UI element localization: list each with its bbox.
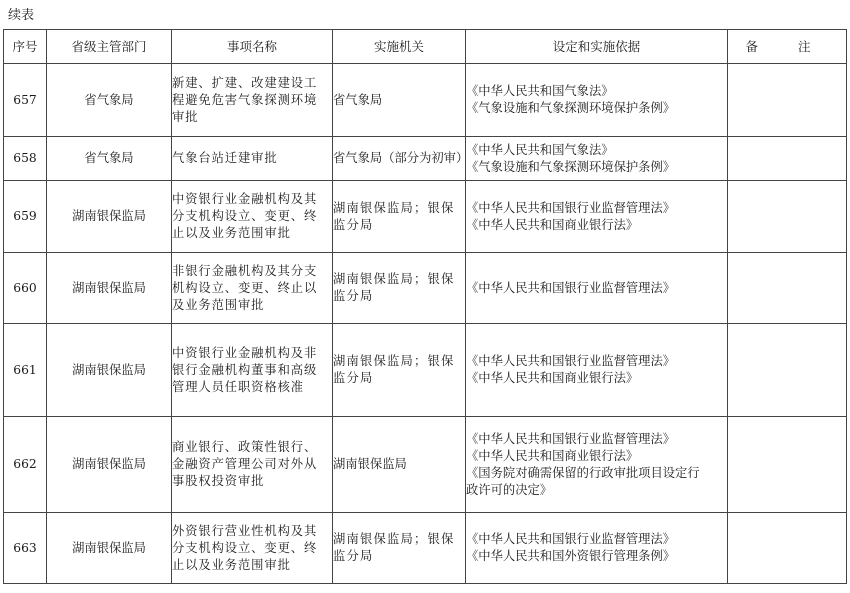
matter-cell-line: 程避免危害气象探测环境: [172, 92, 318, 107]
remarks-cell: [728, 64, 847, 137]
table-caption: 续表: [8, 8, 35, 23]
matter-cell: [172, 513, 333, 584]
agency-cell: [333, 417, 466, 513]
table-row: [4, 513, 847, 584]
agency-cell-line: 省气象局: [333, 92, 383, 107]
remarks-cell: [728, 181, 847, 253]
matter-cell-line: 外资银行营业性机构及其: [172, 523, 318, 538]
seq-cell: 661: [4, 324, 47, 417]
dept-cell: 湖南银保监局: [47, 324, 172, 417]
matter-cell-line: 中资银行业金融机构及非: [172, 345, 318, 360]
matter-cell-line: 中资银行业金融机构及其: [172, 192, 318, 206]
matter-cell: [172, 417, 333, 513]
matter-cell: [172, 181, 333, 253]
matter-cell-line: 管理人员任职资格核准: [172, 379, 304, 394]
header-agency: 实施机关: [333, 30, 466, 64]
basis-cell-line: 《中华人民共和国气象法》: [466, 84, 614, 98]
seq-cell: 662: [4, 417, 47, 513]
table-row: [4, 417, 847, 513]
basis-cell-line: 《中华人民共和国外资银行管理条例》: [466, 549, 676, 563]
dept-cell: 湖南银保监局: [47, 513, 172, 584]
basis-cell-line: 《国务院对确需保留的行政审批项目设定行: [466, 465, 700, 480]
matter-cell-line: 分支机构设立、变更、终: [172, 209, 318, 223]
matter-cell-line: 金融资产管理公司对外从: [172, 457, 318, 471]
table-row: [4, 137, 847, 181]
basis-cell-line: 《中华人民共和国银行业监督管理法》: [466, 200, 676, 215]
basis-cell-line: 《中华人民共和国银行业监督管理法》: [466, 280, 676, 295]
basis-cell: [466, 513, 728, 584]
agency-cell: [333, 64, 466, 137]
seq-cell: 659: [4, 181, 47, 253]
agency-cell: [333, 513, 466, 584]
table-row: [4, 253, 847, 324]
agency-cell: [333, 253, 466, 324]
basis-cell-line: 《中华人民共和国银行业监督管理法》: [466, 532, 676, 546]
remarks-cell: [728, 417, 847, 513]
matter-cell-line: 止以及业务范围审批: [172, 226, 291, 240]
basis-cell-line: 《气象设施和气象探测环境保护条例》: [466, 101, 676, 115]
seq-cell: 658: [4, 137, 47, 181]
agency-cell-line: 湖南银保监局；银保: [333, 532, 455, 546]
matter-cell: [172, 137, 333, 181]
agency-cell-line: 省气象局（部分为初审）: [333, 151, 469, 165]
seq-cell: 657: [4, 64, 47, 137]
header-dept: 省级主管部门: [47, 30, 172, 64]
header-basis: 设定和实施依据: [466, 30, 728, 64]
basis-cell-line: 《中华人民共和国商业银行法》: [466, 371, 639, 385]
matter-cell-line: 气象台站迁建审批: [172, 151, 278, 165]
basis-cell-line: 《中华人民共和国银行业监督管理法》: [466, 354, 676, 368]
table-row: [4, 181, 847, 253]
agency-cell: [333, 324, 466, 417]
matter-cell-line: 审批: [172, 109, 199, 124]
basis-cell: [466, 417, 728, 513]
agency-cell-line: 湖南银保监局；银保: [333, 272, 455, 286]
basis-cell-line: 《中华人民共和国银行业监督管理法》: [466, 431, 676, 446]
remarks-cell: [728, 324, 847, 417]
agency-cell: [333, 137, 469, 181]
matter-cell: [172, 324, 333, 417]
basis-cell: [466, 137, 728, 181]
basis-cell: [466, 64, 728, 137]
matter-cell: [172, 64, 333, 137]
agency-cell-line: 湖南银保监局: [333, 457, 407, 471]
matter-cell-line: 及业务范围审批: [172, 297, 265, 312]
basis-cell-line: 《中华人民共和国商业银行法》: [466, 448, 639, 463]
table-row: [4, 324, 847, 417]
agency-cell-line: 监分局: [333, 549, 374, 563]
agency-cell-line: 监分局: [333, 217, 374, 232]
matter-cell-line: 非银行金融机构及其分支: [172, 263, 318, 278]
agency-cell-line: 监分局: [333, 371, 374, 385]
basis-cell: [466, 324, 728, 417]
approval-items-table: [3, 29, 847, 584]
matter-cell-line: 商业银行、政策性银行、: [172, 440, 318, 454]
dept-cell: 湖南银保监局: [47, 181, 172, 253]
table-header-row: [4, 30, 847, 64]
header-remarks: 备 注: [728, 30, 847, 64]
dept-cell: 湖南银保监局: [47, 253, 172, 324]
agency-cell-line: 监分局: [333, 289, 374, 303]
matter-cell: [172, 253, 333, 324]
matter-cell-line: 分支机构设立、变更、终: [172, 540, 318, 555]
header-matter: 事项名称: [172, 30, 333, 64]
matter-cell-line: 止以及业务范围审批: [172, 557, 291, 572]
dept-cell: 省气象局: [47, 64, 172, 137]
table-row: [4, 64, 847, 137]
matter-cell-line: 事股权投资审批: [172, 474, 265, 488]
basis-cell: [466, 181, 728, 253]
matter-cell-line: 机构设立、变更、终止以: [172, 280, 318, 295]
basis-cell: [466, 253, 728, 324]
agency-cell-line: 湖南银保监局；银保: [333, 354, 455, 368]
basis-cell-line: 《气象设施和气象探测环境保护条例》: [466, 159, 676, 174]
dept-cell: 湖南银保监局: [47, 417, 172, 513]
basis-cell-line: 政许可的决定》: [466, 482, 553, 497]
seq-cell: 663: [4, 513, 47, 584]
agency-cell: [333, 181, 466, 253]
dept-cell: 省气象局: [47, 137, 172, 181]
remarks-cell: [728, 253, 847, 324]
agency-cell-line: 湖南银保监局；银保: [333, 200, 455, 215]
basis-cell-line: 《中华人民共和国气象法》: [466, 142, 614, 157]
remarks-cell: [728, 513, 847, 584]
matter-cell-line: 新建、扩建、改建建设工: [172, 75, 318, 90]
header-seq: 序号: [4, 30, 47, 64]
remarks-cell: [728, 137, 847, 181]
matter-cell-line: 银行金融机构董事和高级: [172, 362, 318, 377]
basis-cell-line: 《中华人民共和国商业银行法》: [466, 217, 639, 232]
seq-cell: 660: [4, 253, 47, 324]
